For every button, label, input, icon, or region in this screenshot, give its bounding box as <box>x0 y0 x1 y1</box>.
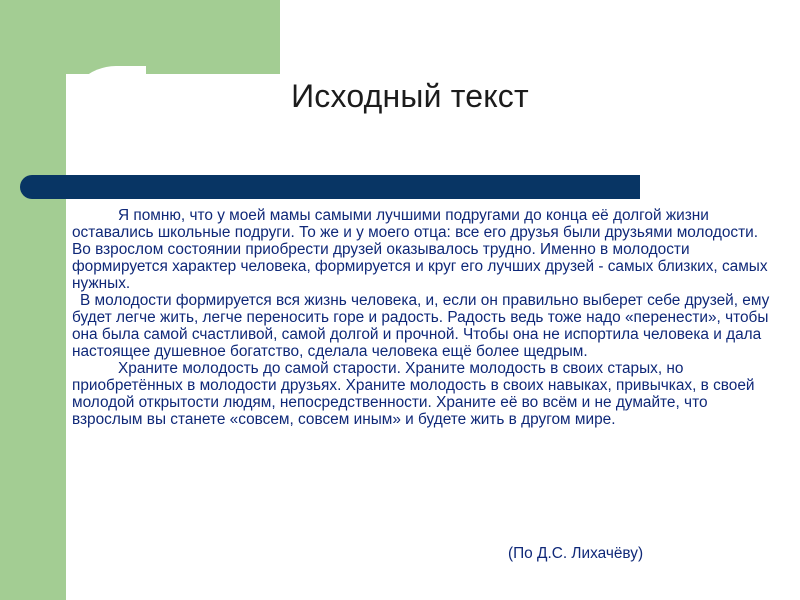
paragraph-3: Храните молодость до самой старости. Храните молодость в своих старых, но приобретённых в молодости друзьях. Храните молодость в своих навыках, привычках, в своей молодой открытости людям, непосредственности. Храните её во всём и не думайте, что взрослым вы станете «совсем, совсем иным» и будете жить в другом мире. <box>72 360 755 428</box>
green-side-panel <box>0 0 66 600</box>
paragraph-2: В молодости формируется вся жизнь человека, и, если он правильно выберет себе друзей, ему будет легче жить, легче переносить горе и радость. Радость ведь тоже надо «перенести», чтобы она была самой счастливой, самой долгой и прочной. Чтобы она не испортила человека и дала настоящее душевное богатство, сделала человека ещё более щедрым. <box>72 292 770 360</box>
title-divider-bar <box>20 175 640 199</box>
slide-title: Исходный текст <box>291 78 529 114</box>
body-text <box>72 207 772 428</box>
paragraph-1: Я помню, что у моей мамы самыми лучшими подругами до конца её долгой жизни оставались школьные подруги. То же и у моего отца: все его друзья были друзьями молодости. Во взрослом состоянии приобрести друзей оказывалось трудно. Именно в молодости формируется характер человека, формируется и круг его лучших друзей - самых близких, самых нужных. <box>72 207 768 292</box>
green-top-panel <box>66 0 280 74</box>
attribution: (По Д.С. Лихачёву) <box>508 545 644 562</box>
